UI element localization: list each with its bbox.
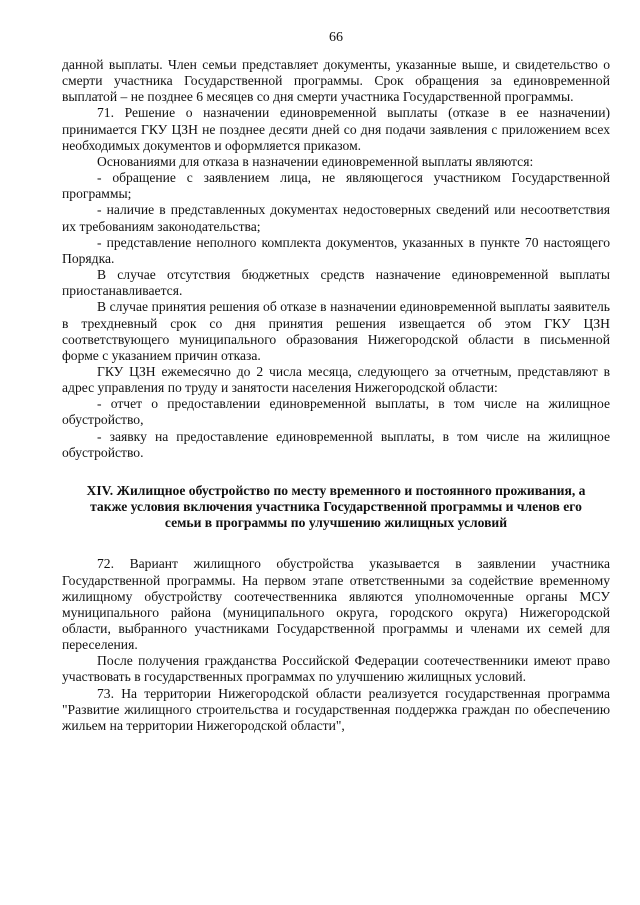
paragraph: Основаниями для отказа в назначении единовременной выплаты являются: <box>97 153 534 169</box>
paragraph: 72. Вариант жилищного обустройства указывается в заявлении участника Государственной программы. На первом этапе ответственными за содействие временному жилищному обустройству соотечественника являются уполномоченные органы МСУ муниципального района (муниципального округа, городского округа) Нижегородской области, выбранного участниками Государственной программы и членами их семей для переселения. <box>62 556 610 653</box>
list-item: - отчет о предоставлении единовременной выплаты, в том числе на жилищное обустройство, <box>62 396 610 428</box>
list-item: - наличие в представленных документах недостоверных сведений или несоответствия их требованиям законодательства; <box>62 202 610 234</box>
paragraph: В случае отсутствия бюджетных средств назначение единовременной выплаты приостанавливается. <box>62 267 610 299</box>
paragraph: 71. Решение о назначении единовременной выплаты (отказе в ее назначении) принимается ГКУ ЦЗН не позднее десяти дней со дня подачи заявления с приложением всех необходимых документов и оформляется приказом. <box>62 105 610 153</box>
paragraph: ГКУ ЦЗН ежемесячно до 2 числа месяца, следующего за отчетным, представляют в адрес управления по труду и занятости населения Нижегородской области: <box>62 363 610 396</box>
paragraph: В случае принятия решения об отказе в назначении единовременной выплаты заявитель в трехдневный срок со дня принятия решения извещается об этом ГКУ ЦЗН соответствующего муниципального образования Нижегородской области в письменной форме с указанием причин отказа. <box>62 299 610 363</box>
body-before-heading <box>62 57 610 461</box>
document-page <box>62 30 610 734</box>
list-item: - заявку на предоставление единовременной выплаты, в том числе на жилищное обустройство. <box>62 428 610 460</box>
body-after-heading <box>62 556 610 734</box>
list-item: - представление неполного комплекта документов, указанных в пункте 70 настоящего Порядка. <box>62 234 610 266</box>
list-item: - обращение с заявлением лица, не являющегося участником Государственной программы; <box>62 170 610 202</box>
paragraph: данной выплаты. Член семьи представляет документы, указанные выше, и свидетельство о смерти участника Государственной программы. Срок обращения за единовременной выплатой – не позднее 6 месяцев со дня смерти участника Государственной программы. <box>62 57 610 105</box>
paragraph: После получения гражданства Российской Федерации соотечественники имеют право участвовать в государственных программах по улучшению жилищных условий. <box>62 653 610 685</box>
paragraph: 73. На территории Нижегородской области реализуется государственная программа "Развитие жилищного строительства и государственная поддержка граждан по обеспечению жильем на территории Нижегородской области", <box>62 685 610 733</box>
page-number: 66 <box>329 30 343 45</box>
section-heading: XIV. Жилищное обустройство по месту временного и постоянного проживания, а также условия включения участника Государственной программы и членов его семьи в программы по улучшению жилищных условий <box>86 482 586 531</box>
